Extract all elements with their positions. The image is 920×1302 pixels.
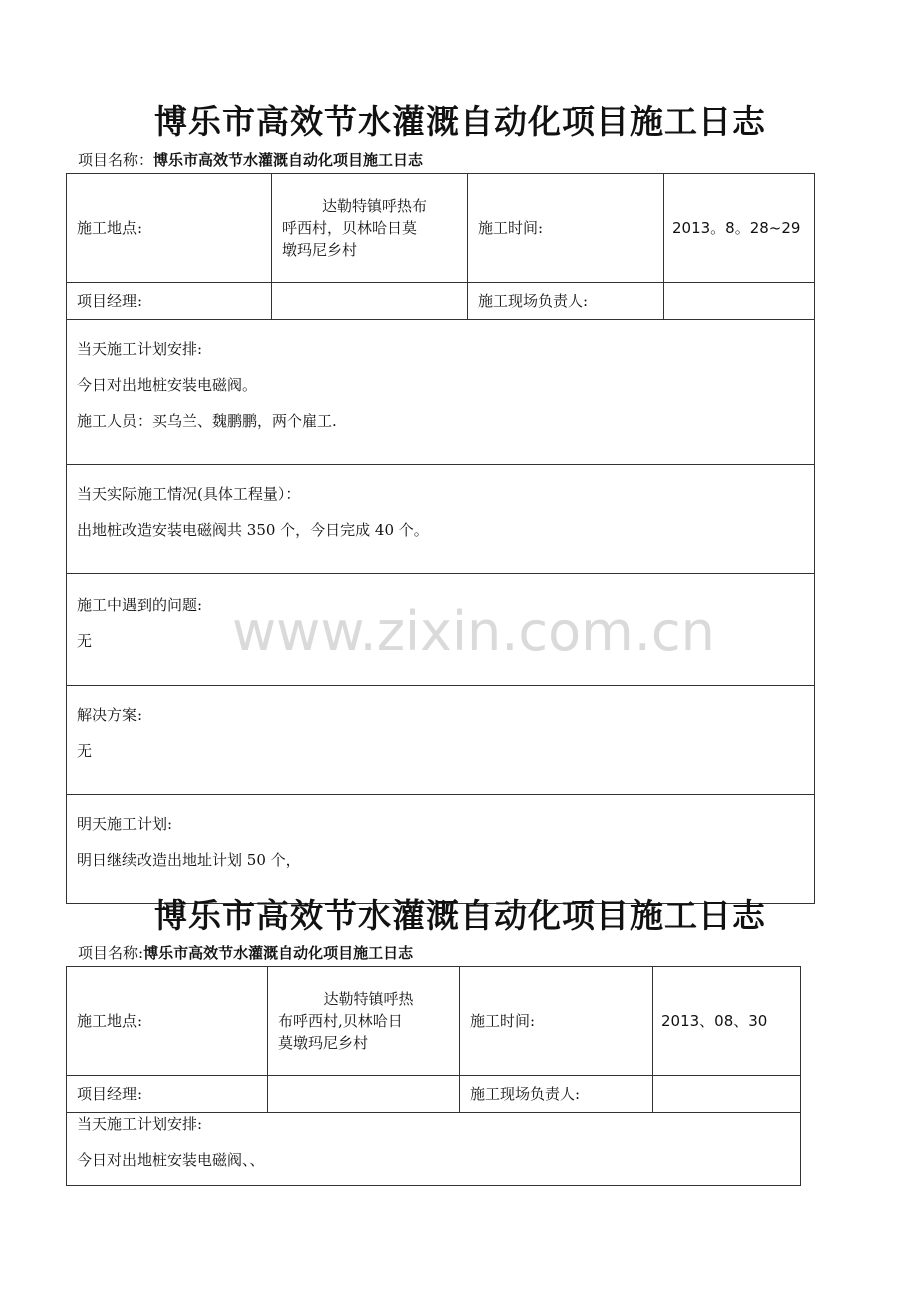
log2-project-value: 博乐市高效节水灌溉自动化项目施工日志 (143, 944, 414, 962)
log1-problems-cell (67, 574, 815, 686)
log2-plan-line1: 今日对出地桩安装电磁阀、、 (77, 1151, 265, 1169)
log1-actual-cell (67, 465, 815, 574)
log2-row-plan (67, 1113, 801, 1186)
log2-place-line1: 达勒特镇呼热 (323, 990, 414, 1008)
log1-problems-heading: 施工中遇到的问题: (77, 595, 203, 614)
log1-table (66, 173, 815, 904)
log1-place-line1: 达勒特镇呼热布 (321, 197, 427, 215)
log2-table (66, 966, 801, 1186)
log1-project-name (78, 150, 423, 170)
log1-place-line3: 墩玛尼乡村 (282, 241, 358, 259)
log2-time-value: 2013、08、30 (653, 967, 801, 1076)
log1-row-solution (67, 686, 815, 795)
log1-row-problems (67, 574, 815, 686)
log1-row-tomorrow (67, 795, 815, 904)
log1-actual-heading: 当天实际施工情况(具体工程量）： (77, 485, 301, 503)
log1-row-plan (67, 320, 815, 465)
log2-place-value (268, 967, 460, 1076)
log1-project-value: 博乐市高效节水灌溉自动化项目施工日志 (153, 151, 424, 169)
log2-manager-value (268, 1076, 460, 1113)
log2-place-line2: 布呼西村,贝林哈日 (278, 1012, 403, 1030)
log2-plan-heading: 当天施工计划安排: (77, 1115, 203, 1133)
log1-manager-label: 项目经理: (67, 283, 272, 320)
log1-title: 博乐市高效节水灌溉自动化项目施工日志 (154, 102, 766, 141)
log2-place-label: 施工地点: (67, 967, 268, 1076)
log1-time-label: 施工时间: (468, 174, 664, 283)
log1-row-place-time (67, 174, 815, 283)
log1-row-manager (67, 283, 815, 320)
log1-plan-line1: 今日对出地桩安装电磁阀。 (77, 376, 258, 394)
log2-title: 博乐市高效节水灌溉自动化项目施工日志 (154, 896, 766, 935)
watermark: www.zixin.com.cn (232, 600, 715, 663)
log1-place-line2: 呼西村，贝林哈日莫 (282, 219, 418, 237)
log1-tomorrow-cell (67, 795, 815, 904)
log2-project-label: 项目名称: (78, 944, 144, 962)
log1-solution-value: 无 (77, 742, 93, 760)
log2-project-name (78, 943, 413, 963)
log2-row-place-time (67, 967, 801, 1076)
log1-tomorrow-value: 明日继续改造出地址计划 50 个， (77, 851, 301, 869)
log1-solution-heading: 解决方案: (77, 706, 143, 724)
log2-row-manager (67, 1076, 801, 1113)
log2-place-line3: 莫墩玛尼乡村 (278, 1034, 369, 1052)
log1-plan-heading: 当天施工计划安排: (77, 340, 203, 358)
log1-problems-value: 无 (77, 631, 93, 650)
log2-plan-cell (67, 1113, 801, 1186)
log1-row-actual (67, 465, 815, 574)
log2-site-lead-label: 施工现场负责人: (460, 1076, 653, 1113)
log1-site-lead-label: 施工现场负责人: (468, 283, 664, 320)
log1-project-label: 项目名称： (78, 151, 154, 169)
log1-time-value: 2013。8。28~29 (664, 174, 815, 283)
log1-actual-line1: 出地桩改造安装电磁阀共 350 个，今日完成 40 个。 (77, 521, 429, 539)
log1-site-lead-value (664, 283, 815, 320)
log1-solution-cell (67, 686, 815, 795)
log1-plan-line2: 施工人员：买乌兰、魏鹏鹏，两个雇工. (77, 412, 337, 430)
log1-tomorrow-heading: 明天施工计划: (77, 815, 173, 833)
log2-site-lead-value (653, 1076, 801, 1113)
log2-manager-label: 项目经理: (67, 1076, 268, 1113)
log2-time-label: 施工时间: (460, 967, 653, 1076)
log1-manager-value (272, 283, 468, 320)
log1-plan-cell (67, 320, 815, 465)
log1-place-value (272, 174, 468, 283)
log1-place-label: 施工地点: (67, 174, 272, 283)
